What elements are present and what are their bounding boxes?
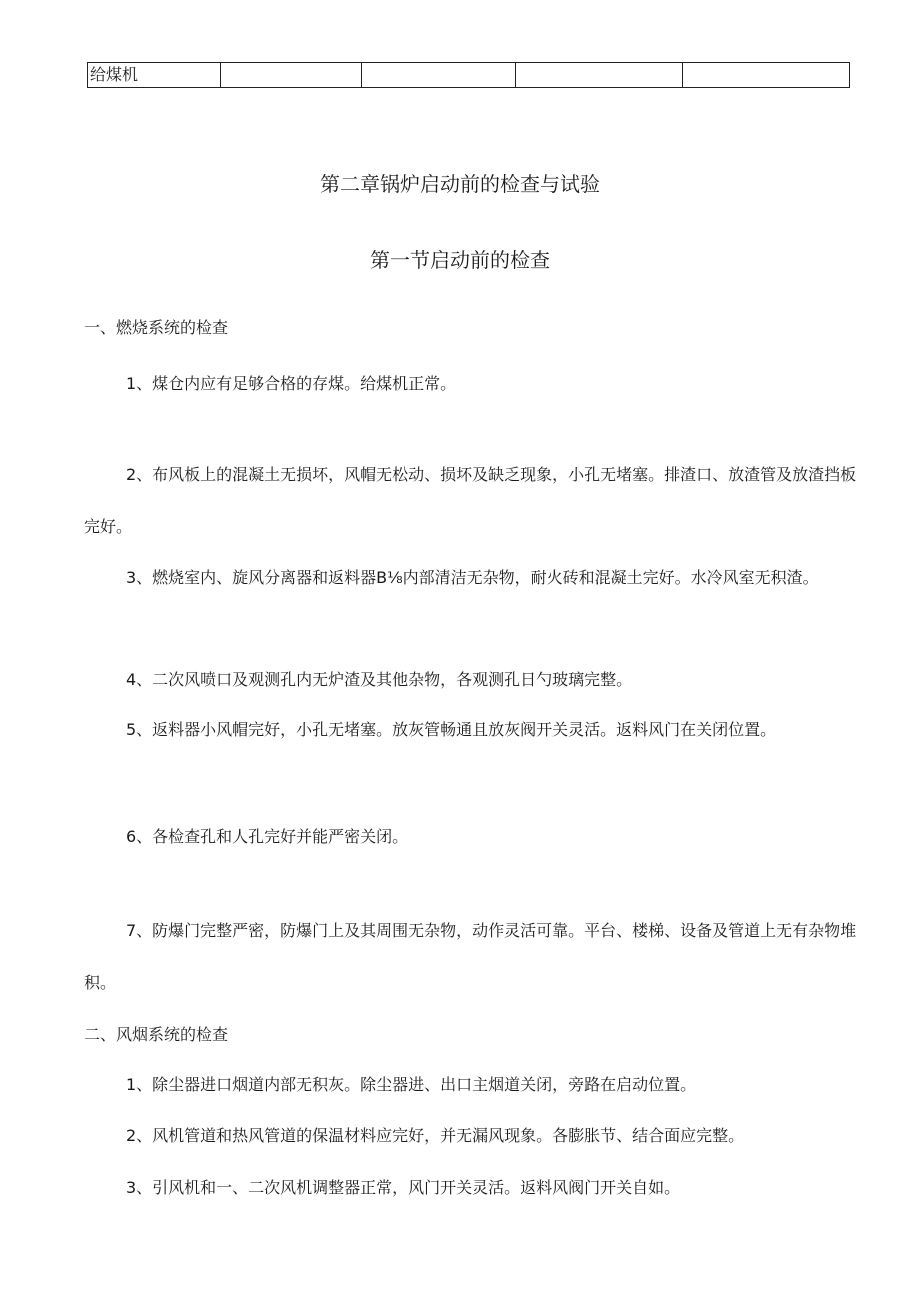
chapter-title: 第二章锅炉启动前的检查与试验 — [320, 172, 600, 196]
list-item: 1、除尘器进口烟道内部无积灰。除尘器进、出口主烟道关闭，旁路在启动位置。 — [126, 1075, 697, 1094]
table-cell — [683, 63, 850, 88]
list-item: 7、防爆门完整严密，防爆门上及其周围无杂物，动作灵活可靠。平台、楼梯、设备及管道上无有杂物堆积。 — [84, 921, 857, 992]
table-cell — [516, 63, 683, 88]
list-item: 4、二次风喷口及观测孔内无炉渣及其他杂物，各观测孔日勺玻璃完整。 — [126, 670, 633, 689]
list-item: 1、煤仓内应有足够合格的存煤。给煤机正常。 — [126, 374, 457, 393]
table-cell — [221, 63, 362, 88]
table-cell — [362, 63, 516, 88]
equipment-table — [87, 62, 850, 88]
table-cell: 给煤机 — [88, 63, 221, 88]
list-item: 3、燃烧室内、旋风分离器和返料器B⅛内部清洁无杂物，耐火砖和混凝土完好。水冷风室无积渣。 — [126, 568, 819, 587]
part2-heading: 二、风烟系统的检查 — [84, 1025, 229, 1044]
table-row — [88, 63, 850, 88]
list-item: 2、风机管道和热风管道的保温材料应完好，并无漏风现象。各膨胀节、结合面应完整。 — [126, 1126, 745, 1145]
list-item: 6、各检查孔和人孔完好并能严密关闭。 — [126, 827, 409, 846]
list-item: 5、返料器小风帽完好，小孔无堵塞。放灰管畅通且放灰阀开关灵活。返料风门在关闭位置。 — [126, 720, 777, 739]
part1-heading: 一、燃烧系统的检查 — [84, 318, 229, 337]
section-title: 第一节启动前的检查 — [370, 248, 550, 272]
list-item: 3、引风机和一、二次风机调整器正常，风门开关灵活。返料风阀门开关自如。 — [126, 1178, 681, 1197]
list-item: 2、布风板上的混凝土无损坏，风帽无松动、损坏及缺乏现象，小孔无堵塞。排渣口、放渣管及放渣挡板完好。 — [84, 465, 857, 536]
